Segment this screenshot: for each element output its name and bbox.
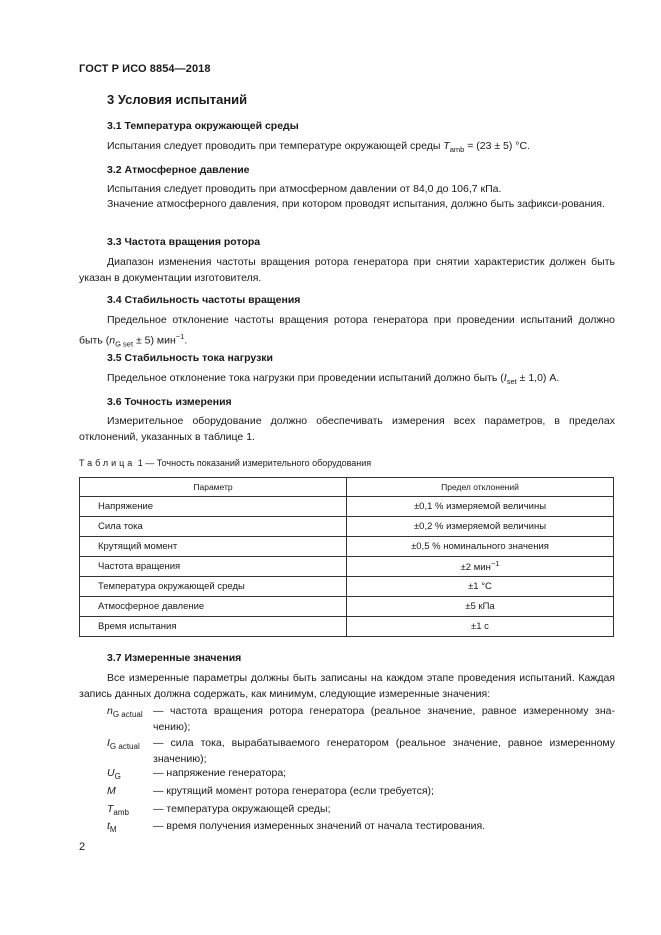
definition-item — [107, 704, 615, 735]
subsection-3-5-text: Предельное отклонение тока нагрузки при проведении испытаний должно быть $(I_{set} \pm 1,0)$ А. — [107, 372, 560, 387]
table-cell-parameter: Напряжение — [80, 497, 347, 517]
table-row — [80, 517, 614, 537]
definition-symbol: $I_{G actual}$ — [107, 737, 140, 752]
table-row — [80, 497, 614, 517]
table-cell-parameter: Время испытания — [80, 617, 347, 637]
subsection-3-2-line2: Значение атмосферного давления, при котором проводят испытания, должно быть зафикси-рования. — [107, 198, 605, 210]
subsection-3-5-title: 3.5 Стабильность тока нагрузки — [107, 352, 274, 364]
subsection-3-4-text: Предельное отклонение частоты вращения ротора генератора при проведении испытаний должно быть $(n_{G set} \pm 5)$ мин$^{-1}$. — [79, 314, 615, 349]
table-row — [80, 557, 614, 577]
subsection-3-2-line1: Испытания следует проводить при атмосферном давлении от 84,0 до 106,7 кПа. — [107, 183, 502, 195]
table-cell-limit: ±1 °С — [347, 577, 614, 597]
definition-item — [107, 736, 615, 767]
table-caption: Таблица 1 — Точность показаний измерительного оборудования — [79, 458, 372, 468]
document-id-header: ГОСТ Р ИСО 8854—2018 — [79, 63, 211, 75]
definition-symbol: $U_G$ — [107, 767, 121, 782]
definition-symbol: $T_{amb}$ — [107, 803, 129, 818]
table-cell-limit: ±1 с — [347, 617, 614, 637]
subsection-3-1-text: Испытания следует проводить при температуре окружающей среды $T_{amb} = (23 \pm 5)$ °C. — [107, 140, 531, 155]
definition-text: — крутящий момент ротора генератора (если требуется); — [153, 785, 434, 797]
table-cell-limit: ±0,1 % измеряемой величины — [347, 497, 614, 517]
table-cell-limit: ±0,5 % номинального значения — [347, 537, 614, 557]
table-cell-parameter: Температура окружающей среды — [80, 577, 347, 597]
subsection-3-6-text: Измерительное оборудование должно обеспечивать измерения всех параметров, в пределах отклонений, указанных в таблице 1. — [79, 415, 615, 443]
table-cell-limit: ±2 мин$^{-1}$ — [347, 557, 614, 577]
definition-text: — сила тока, вырабатываемого генератором (реальное значение, равное измеренному значению); — [153, 737, 615, 765]
table-cell-parameter: Крутящий момент — [80, 537, 347, 557]
table-row — [80, 537, 614, 557]
definition-item — [107, 802, 615, 818]
table-cell-parameter: Частота вращения — [80, 557, 347, 577]
subsection-3-3-title: 3.3 Частота вращения ротора — [107, 236, 261, 248]
definition-symbol: $t_M$ — [107, 820, 117, 835]
definition-symbol: M — [107, 785, 116, 797]
subsection-3-2-title: 3.2 Атмосферное давление — [107, 164, 250, 176]
subsection-3-6-title: 3.6 Точность измерения — [107, 396, 232, 408]
column-header-parameter: Параметр — [80, 478, 347, 497]
table-cell-parameter: Сила тока — [80, 517, 347, 537]
subsection-3-4-title: 3.4 Стабильность частоты вращения — [107, 294, 301, 306]
definition-text: — частота вращения ротора генератора (реальное значение, равное измеренному зна-чению); — [153, 705, 615, 733]
definition-text: — температура окружающей среды; — [153, 803, 331, 815]
definition-text: — время получения измеренных значений от начала тестирования. — [153, 820, 486, 832]
definition-item — [107, 819, 615, 835]
table-row — [80, 597, 614, 617]
page-number: 2 — [79, 841, 86, 853]
subsection-3-3-text: Диапазон изменения частоты вращения ротора генератора при снятии характеристик должен быть указан в документации изготовителя. — [79, 256, 615, 284]
definition-item — [107, 784, 615, 800]
definition-text: — напряжение генератора; — [153, 767, 287, 779]
accuracy-table — [79, 477, 614, 637]
section-title: 3 Условия испытаний — [107, 92, 248, 107]
table-row — [80, 617, 614, 637]
table-cell-parameter: Атмосферное давление — [80, 597, 347, 617]
column-header-limit: Предел отклонений — [347, 478, 614, 497]
table-header-row — [80, 478, 614, 497]
table-row — [80, 577, 614, 597]
definition-symbol: $n_{G actual}$ — [107, 705, 143, 720]
subsection-3-7-intro: Все измеренные параметры должны быть записаны на каждом этапе проведения испытаний. Каждая запись данных должна содержать, как минимум, следующие измеренные значения: — [79, 672, 615, 700]
subsection-3-1-title: 3.1 Температура окружающей среды — [107, 120, 299, 132]
subsection-3-7-title: 3.7 Измеренные значения — [107, 652, 242, 664]
table-cell-limit: ±0,2 % измеряемой величины — [347, 517, 614, 537]
definition-item — [107, 766, 615, 782]
table-cell-limit: ±5 кПа — [347, 597, 614, 617]
